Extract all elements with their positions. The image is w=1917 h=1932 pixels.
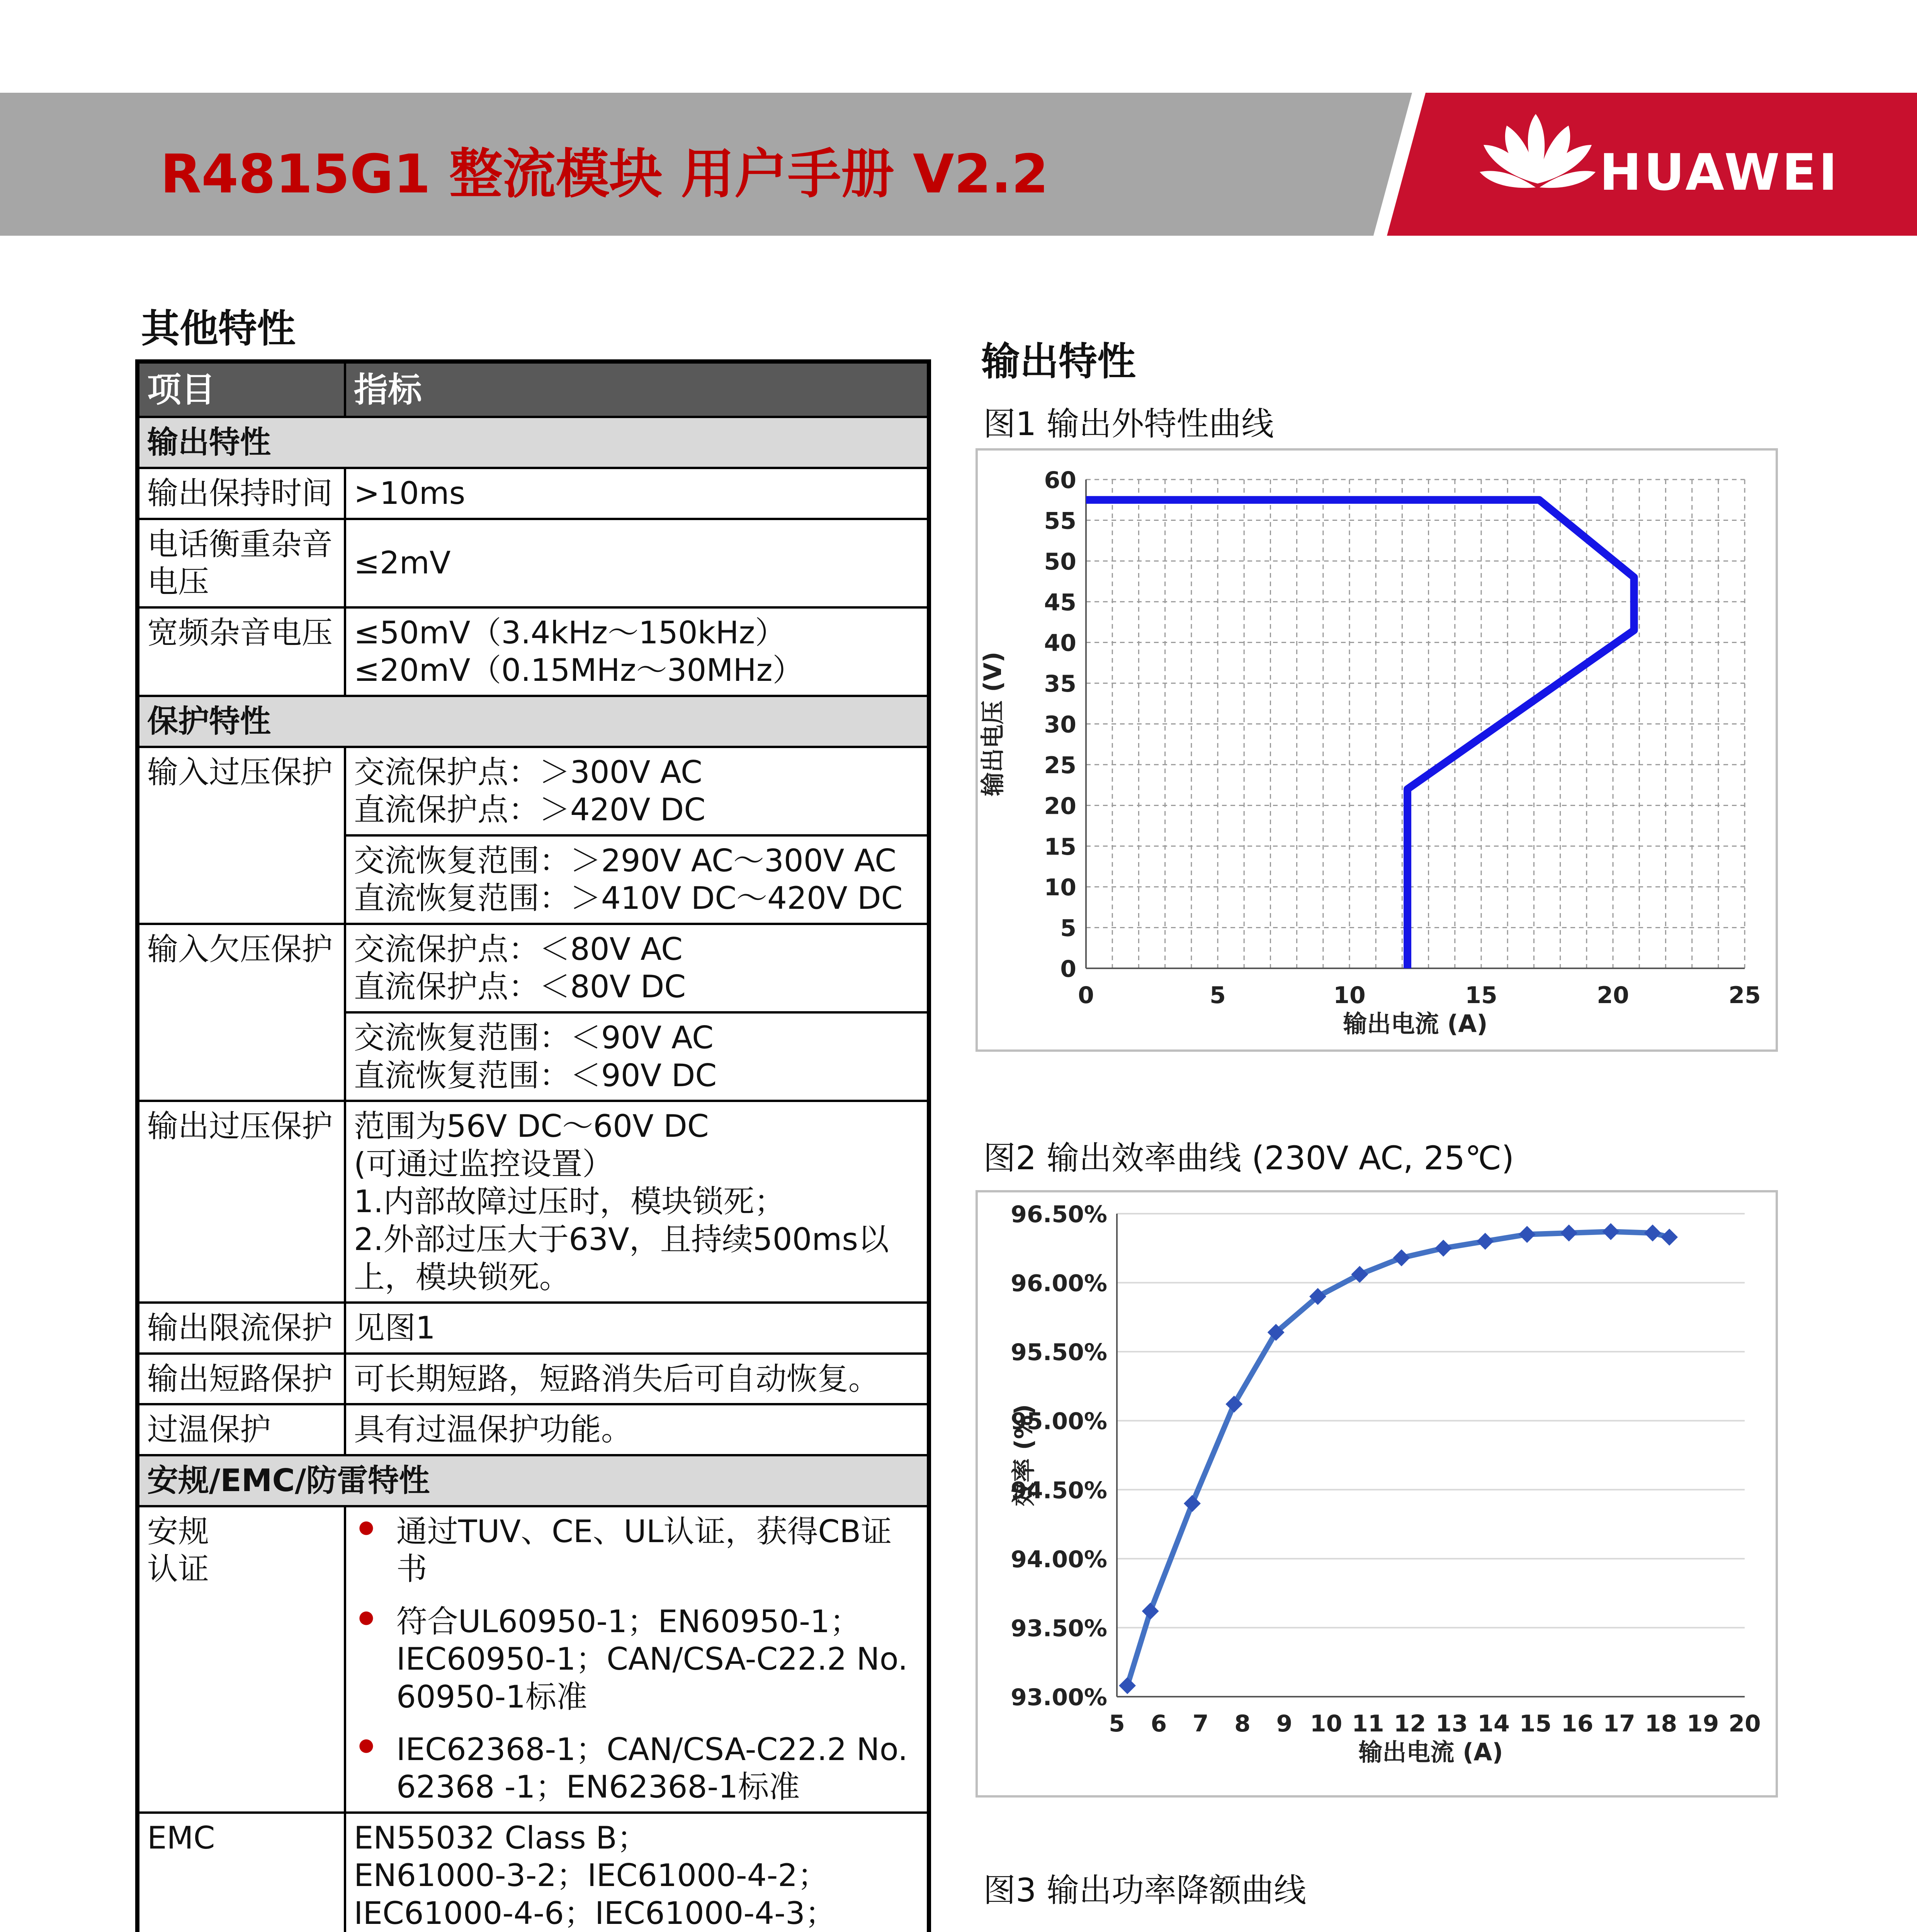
y-tick-label: 45 bbox=[1044, 589, 1076, 616]
x-tick-label: 15 bbox=[1519, 1710, 1552, 1737]
row-value: ≤2mV bbox=[345, 519, 929, 607]
value-line: ≤50mV（3.4kHz～150kHz） bbox=[353, 614, 786, 651]
list-item: ● 通过TUV、CE、UL认证，获得CB证书 bbox=[354, 1513, 919, 1588]
row-value: >10ms bbox=[345, 468, 929, 519]
row-label: 输出短路保护 bbox=[138, 1354, 345, 1405]
y-tick-label: 30 bbox=[1044, 711, 1076, 738]
list-item: ● IEC62368-1；CAN/CSA-C22.2 No. 62368 -1；EN62368-1标准 bbox=[354, 1731, 919, 1806]
value-line: ≤20mV（0.15MHz～30MHz） bbox=[353, 652, 804, 689]
y-tick-label: 60 bbox=[1044, 467, 1076, 494]
figure-2-caption: 图2 输出效率曲线 (230V AC, 25℃) bbox=[983, 1139, 1514, 1177]
row-label bbox=[138, 1506, 345, 1813]
x-tick-label: 20 bbox=[1597, 982, 1629, 1009]
y-tick-label: 93.50% bbox=[1011, 1615, 1107, 1642]
data-point bbox=[1119, 1677, 1136, 1694]
label-line: 安规 bbox=[147, 1513, 209, 1549]
data-point bbox=[1644, 1225, 1661, 1242]
row-label: 输出限流保护 bbox=[138, 1303, 345, 1354]
y-tick-label: 94.50% bbox=[1011, 1477, 1107, 1504]
row-label: 过温保护 bbox=[138, 1404, 345, 1455]
x-tick-label: 20 bbox=[1728, 1710, 1761, 1737]
value-line: 交流保护点：＞300V AC bbox=[353, 754, 702, 790]
row-value bbox=[345, 924, 929, 1012]
table-row bbox=[138, 1354, 929, 1405]
y-tick-label: 93.00% bbox=[1011, 1684, 1107, 1711]
row-label: EMC bbox=[138, 1813, 345, 1932]
y-axis-title: 效率 (%) bbox=[1009, 1404, 1038, 1507]
output-characteristic-chart bbox=[978, 451, 1776, 1049]
chart-frame-2 bbox=[975, 1190, 1778, 1798]
efficiency-chart bbox=[978, 1192, 1776, 1795]
x-axis-title: 输出电流 (A) bbox=[1343, 1010, 1488, 1038]
value-line: 交流恢复范围：＜90V AC bbox=[353, 1020, 714, 1056]
x-tick-label: 9 bbox=[1276, 1710, 1293, 1737]
table-row bbox=[138, 607, 929, 696]
brand-name: HUAWEI bbox=[1599, 143, 1840, 202]
y-tick-label: 55 bbox=[1044, 507, 1076, 535]
x-tick-label: 11 bbox=[1352, 1710, 1384, 1737]
data-point bbox=[1435, 1240, 1452, 1257]
row-label: 电话衡重杂音电压 bbox=[138, 519, 345, 607]
x-tick-label: 13 bbox=[1435, 1710, 1468, 1737]
value-line: 直流保护点：＜80V DC bbox=[353, 969, 686, 1005]
series-line bbox=[1127, 1231, 1669, 1685]
y-tick-label: 40 bbox=[1044, 629, 1076, 657]
table-row bbox=[138, 1101, 929, 1303]
section-title-output: 输出特性 bbox=[981, 339, 1136, 384]
y-tick-label: 0 bbox=[1060, 956, 1076, 983]
y-tick-label: 96.50% bbox=[1011, 1201, 1107, 1228]
x-tick-label: 25 bbox=[1728, 982, 1761, 1009]
data-point bbox=[1602, 1223, 1619, 1240]
section-label: 保护特性 bbox=[138, 696, 929, 747]
y-tick-label: 95.00% bbox=[1011, 1408, 1107, 1435]
table-row bbox=[138, 747, 929, 835]
x-tick-label: 16 bbox=[1561, 1710, 1594, 1737]
document-title: R4815G1 整流模块 用户手册 V2.2 bbox=[160, 143, 1049, 205]
y-axis-title: 输出电压 (V) bbox=[979, 651, 1007, 796]
table-row bbox=[138, 1303, 929, 1354]
table-row bbox=[138, 1506, 929, 1813]
x-tick-label: 7 bbox=[1192, 1710, 1209, 1737]
table-row bbox=[138, 468, 929, 519]
row-label: 输出保持时间 bbox=[138, 468, 345, 519]
value-line: 范围为56V DC～60V DC bbox=[353, 1108, 709, 1145]
row-label: 宽频杂音电压 bbox=[138, 607, 345, 696]
x-tick-label: 19 bbox=[1686, 1710, 1719, 1737]
section-label: 输出特性 bbox=[138, 417, 929, 468]
x-tick-label: 17 bbox=[1603, 1710, 1635, 1737]
certification-list bbox=[354, 1513, 919, 1806]
table-row bbox=[138, 924, 929, 1012]
x-axis-title: 输出电流 (A) bbox=[1358, 1738, 1503, 1766]
y-tick-label: 15 bbox=[1044, 833, 1076, 861]
row-label: 输入过压保护 bbox=[138, 747, 345, 924]
section-row-safety bbox=[138, 1455, 929, 1506]
y-tick-label: 5 bbox=[1060, 915, 1076, 942]
section-label: 安规/EMC/防雷特性 bbox=[138, 1455, 929, 1506]
row-value: 可长期短路，短路消失后可自动恢复。 bbox=[345, 1354, 929, 1405]
x-tick-label: 0 bbox=[1078, 982, 1094, 1009]
row-value: 具有过温保护功能。 bbox=[345, 1404, 929, 1455]
value-line: (可通过监控设置） bbox=[353, 1146, 614, 1182]
y-tick-label: 96.00% bbox=[1011, 1270, 1107, 1297]
x-tick-label: 5 bbox=[1109, 1710, 1125, 1737]
value-line: 交流恢复范围：＞290V AC～300V AC bbox=[353, 842, 896, 879]
row-label: 输出过压保护 bbox=[138, 1101, 345, 1303]
x-tick-label: 5 bbox=[1210, 982, 1226, 1009]
value-line: 1.内部故障过压时，模块锁死； bbox=[353, 1184, 785, 1220]
row-value bbox=[345, 1813, 929, 1932]
value-line: 直流恢复范围：＞410V DC～420V DC bbox=[353, 880, 903, 917]
data-point bbox=[1184, 1495, 1201, 1512]
table-header-row bbox=[138, 362, 929, 417]
figure-3-caption: 图3 输出功率降额曲线 bbox=[983, 1871, 1307, 1909]
value-line: 直流保护点：＞420V DC bbox=[353, 792, 706, 828]
data-point bbox=[1477, 1233, 1494, 1250]
value-line: EN61000-3-2；IEC61000-4-2； bbox=[353, 1857, 829, 1894]
spec-table bbox=[135, 359, 931, 1932]
y-tick-label: 25 bbox=[1044, 752, 1076, 779]
label-line: 认证 bbox=[147, 1551, 209, 1587]
header-item: 项目 bbox=[138, 362, 345, 417]
section-row-output bbox=[138, 417, 929, 468]
table-row bbox=[138, 1813, 929, 1932]
row-value: 见图1 bbox=[345, 1303, 929, 1354]
data-point bbox=[1519, 1226, 1536, 1243]
row-value bbox=[345, 1012, 929, 1101]
row-value bbox=[345, 1506, 929, 1813]
y-tick-label: 94.00% bbox=[1011, 1546, 1107, 1573]
table-row bbox=[138, 519, 929, 607]
section-row-protect bbox=[138, 696, 929, 747]
data-point bbox=[1393, 1249, 1410, 1266]
x-tick-label: 14 bbox=[1477, 1710, 1510, 1737]
value-line: 2.外部过压大于63V，且持续500ms以上，模块锁死。 bbox=[353, 1221, 889, 1295]
data-point bbox=[1142, 1603, 1159, 1620]
row-value bbox=[345, 835, 929, 924]
x-tick-label: 18 bbox=[1645, 1710, 1677, 1737]
x-tick-label: 15 bbox=[1465, 982, 1497, 1009]
row-label: 输入欠压保护 bbox=[138, 924, 345, 1101]
y-tick-label: 50 bbox=[1044, 548, 1076, 575]
row-value bbox=[345, 747, 929, 835]
header-spec: 指标 bbox=[345, 362, 929, 417]
value-line: 直流恢复范围：＜90V DC bbox=[353, 1057, 717, 1094]
section-title-other: 其他特性 bbox=[141, 306, 296, 351]
table-row bbox=[138, 1404, 929, 1455]
data-point bbox=[1661, 1229, 1678, 1246]
x-tick-label: 10 bbox=[1310, 1710, 1343, 1737]
value-line: 交流保护点：＜80V AC bbox=[353, 931, 683, 967]
y-tick-label: 35 bbox=[1044, 670, 1076, 698]
row-value bbox=[345, 1101, 929, 1303]
series-line bbox=[1086, 500, 1634, 968]
y-tick-label: 10 bbox=[1044, 874, 1076, 901]
row-value bbox=[345, 607, 929, 696]
x-tick-label: 12 bbox=[1394, 1710, 1426, 1737]
x-tick-label: 6 bbox=[1151, 1710, 1167, 1737]
chart-frame-1 bbox=[975, 448, 1778, 1052]
data-point bbox=[1560, 1225, 1577, 1242]
value-line: EN55032 Class B； bbox=[353, 1820, 648, 1856]
x-tick-label: 10 bbox=[1333, 982, 1366, 1009]
y-tick-label: 95.50% bbox=[1011, 1339, 1107, 1366]
y-tick-label: 20 bbox=[1044, 793, 1076, 820]
x-tick-label: 8 bbox=[1234, 1710, 1251, 1737]
value-line: IEC61000-4-6；IEC61000-4-3； bbox=[353, 1895, 836, 1931]
figure-1-caption: 图1 输出外特性曲线 bbox=[983, 405, 1274, 443]
list-item: ● 符合UL60950-1；EN60950-1；IEC60950-1；CAN/CSA-C22.2 No. 60950-1标准 bbox=[354, 1603, 919, 1716]
